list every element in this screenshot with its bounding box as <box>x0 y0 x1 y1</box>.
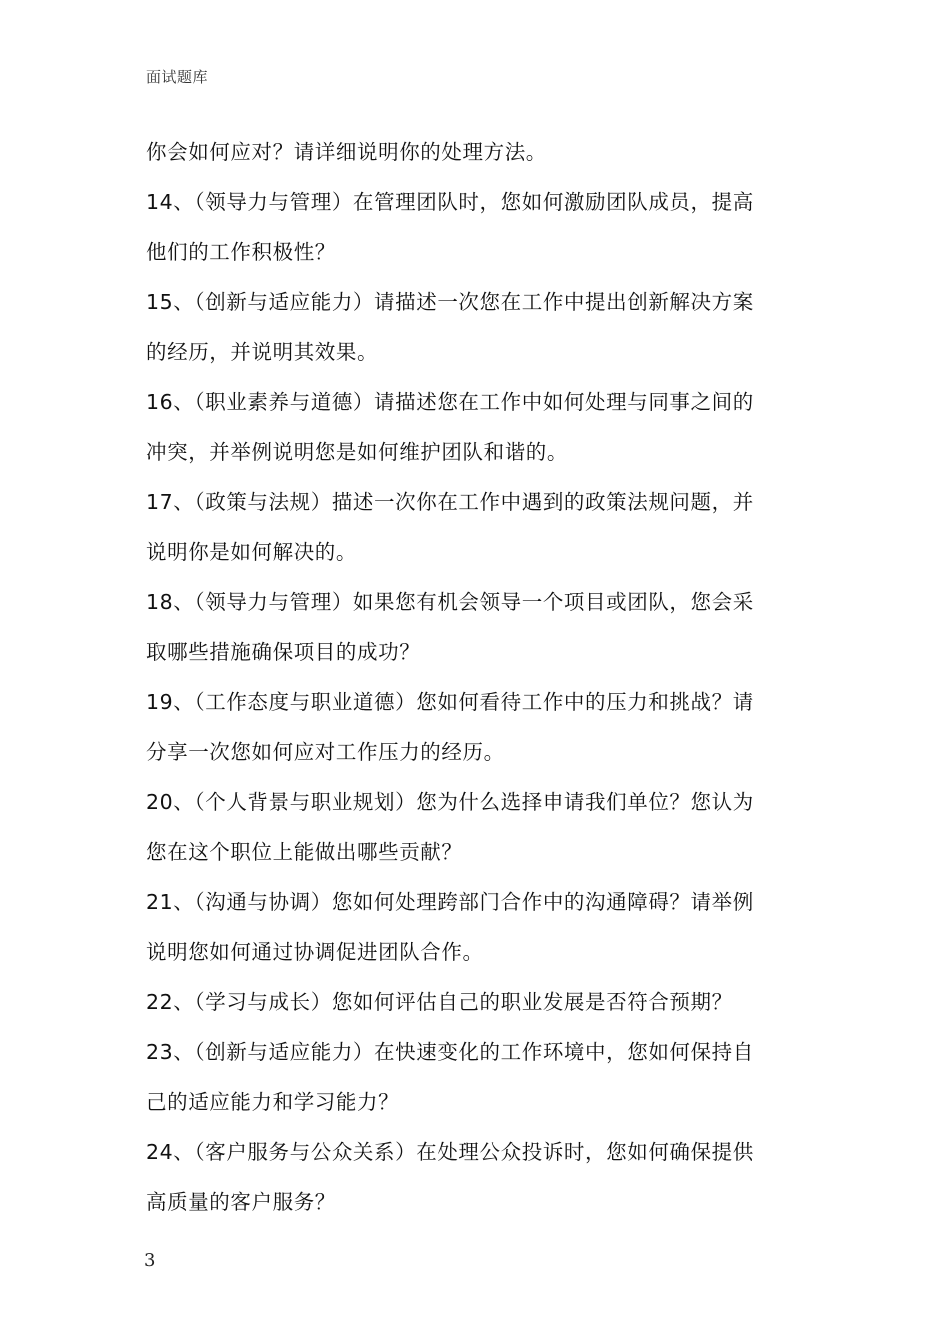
text-line: 他们的工作积极性？ <box>146 240 336 264</box>
page-header: 面试题库 <box>146 68 209 86</box>
text-line: 19、（工作态度与职业道德）您如何看待工作中的压力和挑战？请 <box>146 690 754 714</box>
text-line: 取哪些措施确保项目的成功？ <box>146 640 421 664</box>
text-line: 冲突，并举例说明您是如何维护团队和谐的。 <box>146 440 568 464</box>
text-line: 22、（学习与成长）您如何评估自己的职业发展是否符合预期？ <box>146 990 733 1014</box>
text-line: 分享一次您如何应对工作压力的经历。 <box>146 740 505 764</box>
text-line: 24、（客户服务与公众关系）在处理公众投诉时，您如何确保提供 <box>146 1140 754 1164</box>
text-line: 14、（领导力与管理）在管理团队时，您如何激励团队成员，提高 <box>146 190 754 214</box>
text-line: 你会如何应对？请详细说明你的处理方法。 <box>146 140 547 164</box>
page-number: 3 <box>144 1250 156 1271</box>
text-line: 您在这个职位上能做出哪些贡献？ <box>146 840 463 864</box>
text-line: 23、（创新与适应能力）在快速变化的工作环境中，您如何保持自 <box>146 1040 754 1064</box>
text-line: 17、（政策与法规）描述一次你在工作中遇到的政策法规问题，并 <box>146 490 754 514</box>
text-line: 16、（职业素养与道德）请描述您在工作中如何处理与同事之间的 <box>146 390 754 414</box>
text-line: 15、（创新与适应能力）请描述一次您在工作中提出创新解决方案 <box>146 290 754 314</box>
text-line: 20、（个人背景与职业规划）您为什么选择申请我们单位？您认为 <box>146 790 754 814</box>
text-line: 说明你是如何解决的。 <box>146 540 357 564</box>
text-line: 己的适应能力和学习能力？ <box>146 1090 400 1114</box>
text-line: 高质量的客户服务？ <box>146 1190 336 1214</box>
text-line: 18、（领导力与管理）如果您有机会领导一个项目或团队，您会采 <box>146 590 754 614</box>
text-line: 的经历，并说明其效果。 <box>146 340 379 364</box>
text-line: 说明您如何通过协调促进团队合作。 <box>146 940 484 964</box>
text-line: 21、（沟通与协调）您如何处理跨部门合作中的沟通障碍？请举例 <box>146 890 754 914</box>
question-list <box>146 132 810 1232</box>
